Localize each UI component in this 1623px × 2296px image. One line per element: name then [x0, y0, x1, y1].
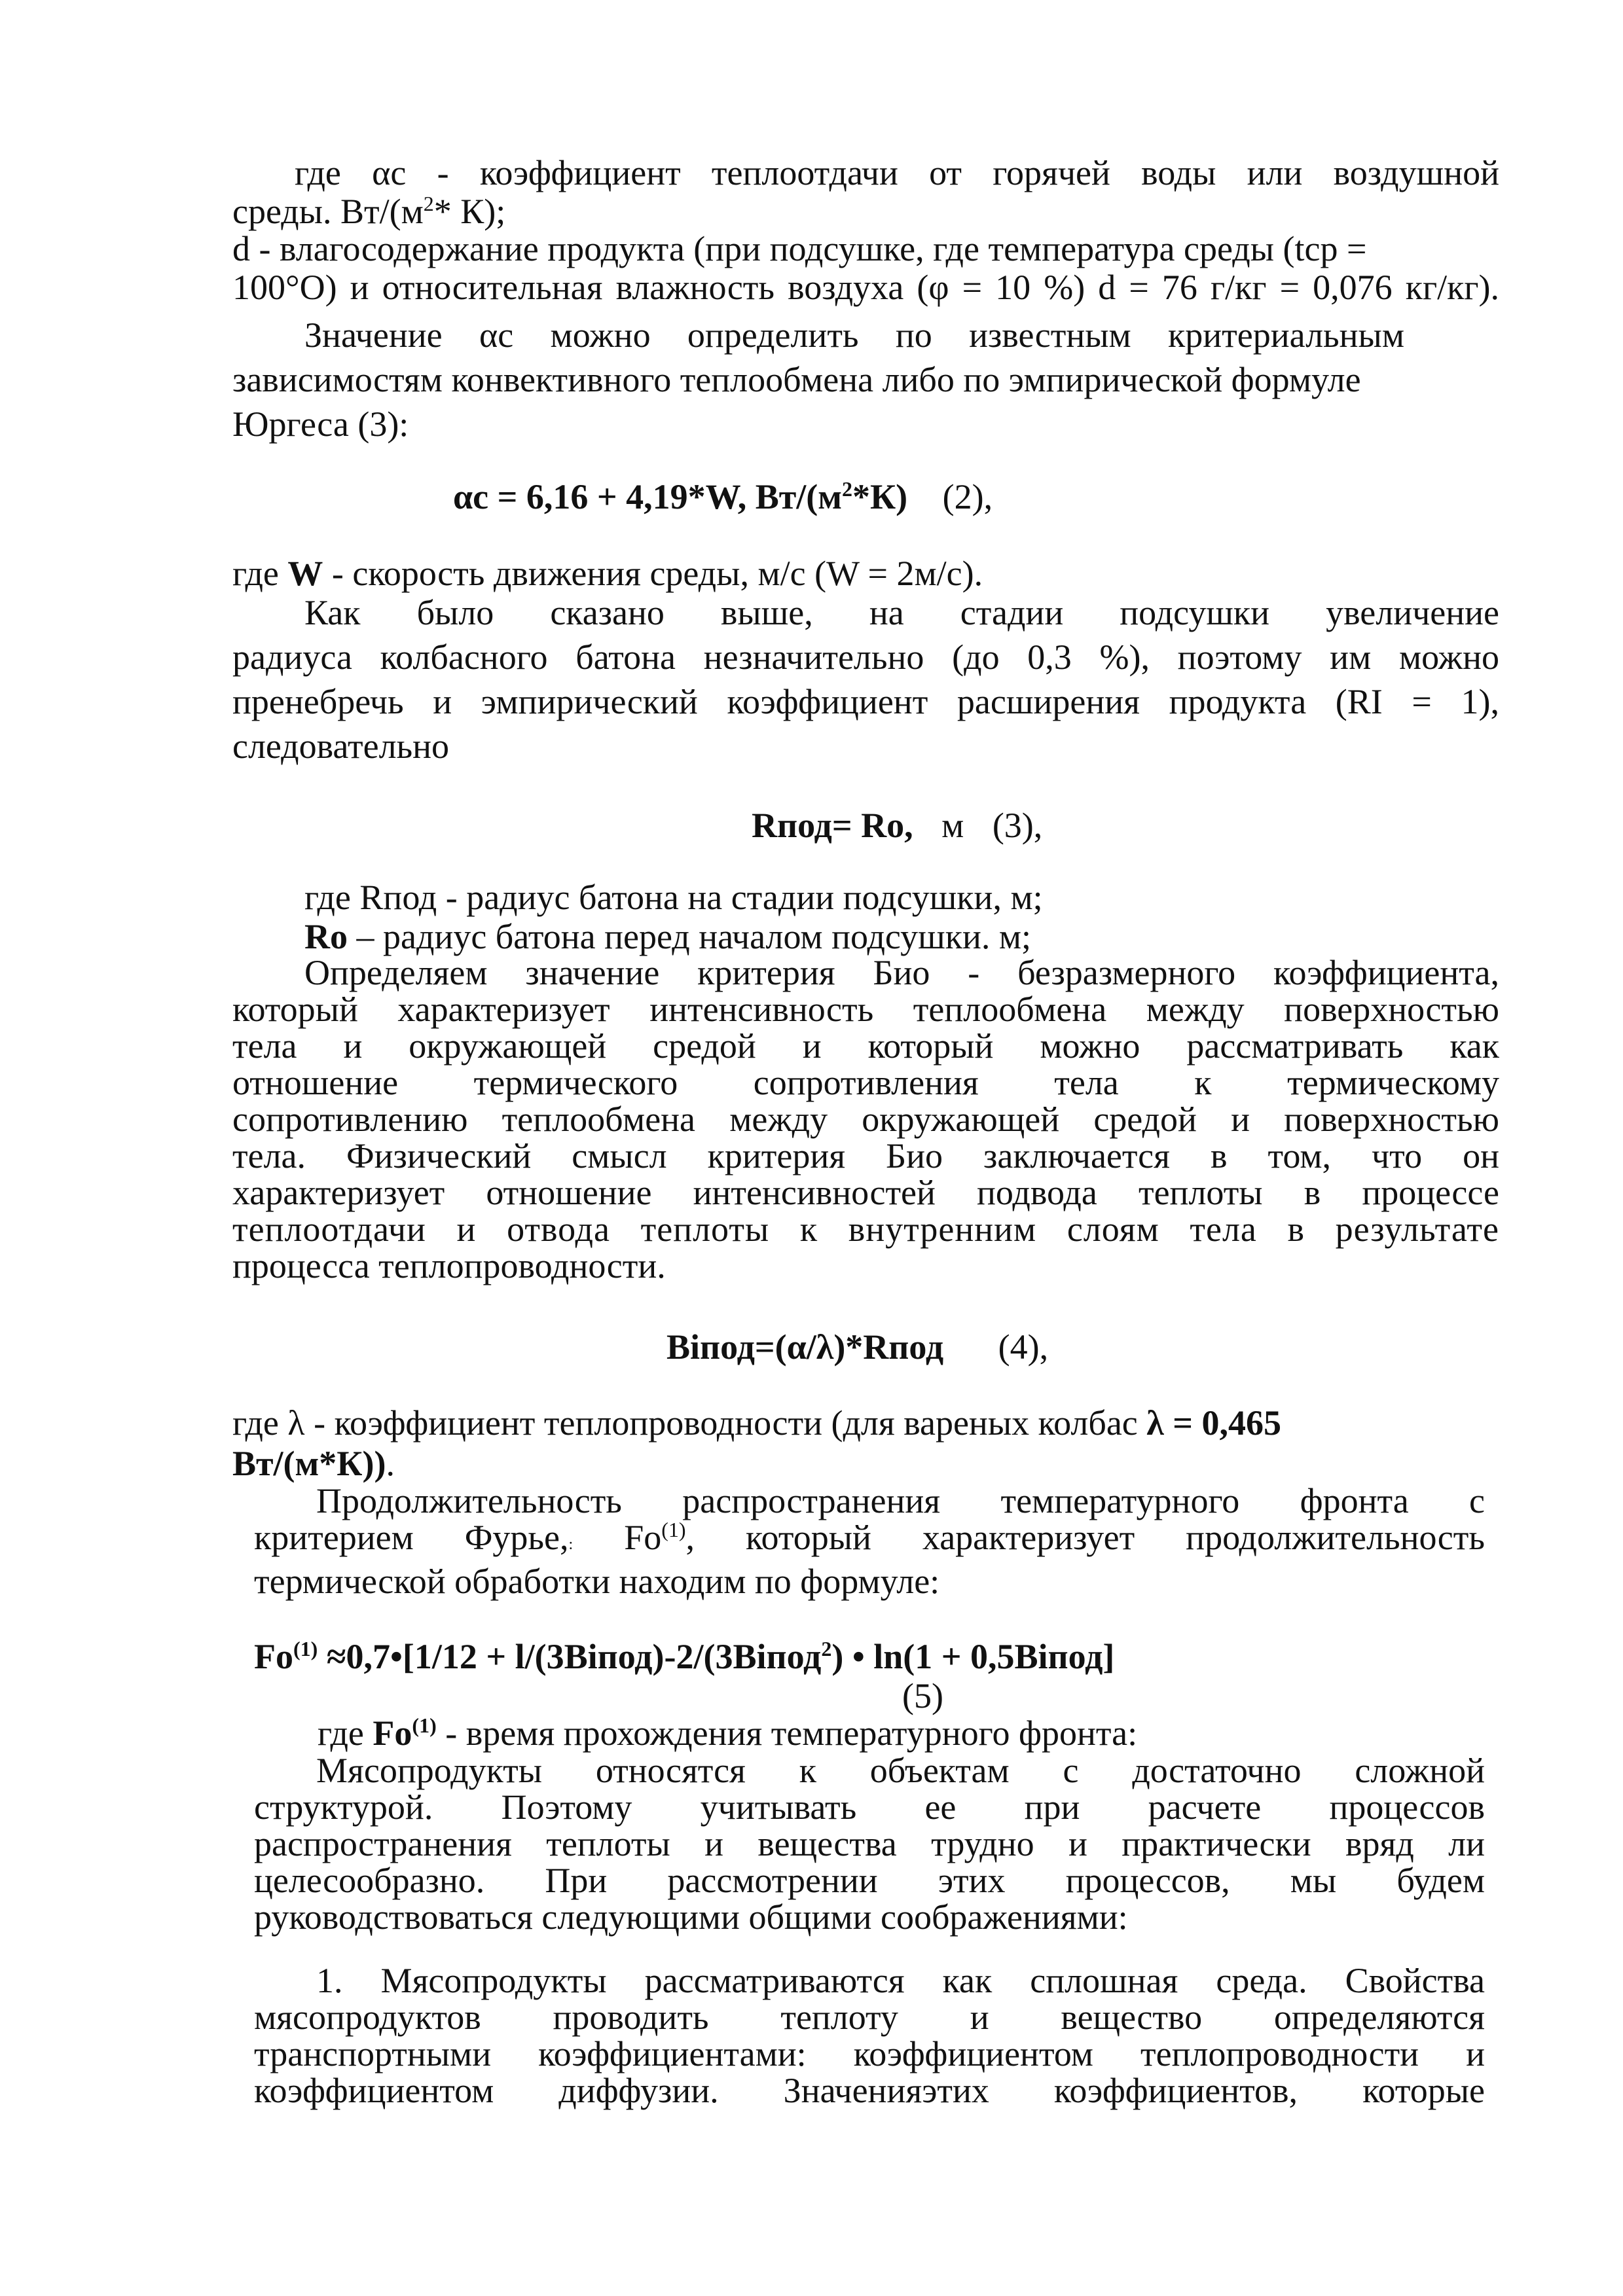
line	[232, 402, 1499, 446]
line	[232, 357, 1499, 402]
formula-4	[666, 1327, 1048, 1367]
text: где αс - коэффициент теплоотдачи от горячей воды или воздушной	[295, 153, 1499, 192]
text: где Rпод - радиус батона на стадии подсушки, м;	[304, 878, 1043, 917]
text: - скорость движения среды, м/с (W = 2м/с).	[323, 554, 983, 593]
line	[232, 1101, 1499, 1138]
paragraph-bio	[232, 954, 1499, 1284]
formula-5-number	[902, 1676, 943, 1716]
text: тела. Физический смысл критерия Био заключается в том, что он	[232, 1136, 1499, 1175]
text: сопротивлению теплообмена между окружающей средой и поверхностью	[232, 1100, 1499, 1139]
text: характеризует отношение интенсивностей подвода теплоты в процессе	[232, 1173, 1499, 1212]
paragraph-lambda	[232, 1403, 1499, 1484]
formula-text: *К)	[852, 477, 908, 516]
line	[232, 991, 1499, 1028]
text: Продолжительность распространения температурного фронта с	[316, 1481, 1485, 1520]
text: структурой. Поэтому учитывать ее при расчете процессов	[254, 1787, 1485, 1827]
formula-text: ≈0,7•[1/12 + l/(3Biпод)-2/(3Biпод	[318, 1637, 822, 1676]
text: – радиус батона перед началом подсушки. м;	[348, 917, 1032, 956]
text: пренебречь и эмпирический коэффициент расширения продукта (RI = 1),	[232, 682, 1499, 721]
line	[232, 1211, 1499, 1247]
paragraph-fourier	[254, 1482, 1485, 1600]
paragraph-radius	[232, 590, 1499, 768]
superscript: 2	[821, 1637, 832, 1660]
text: теплоотдачи и отвода теплоты к внутренним слоям тела в результате	[232, 1210, 1499, 1249]
line	[254, 1899, 1485, 1935]
line	[232, 1138, 1499, 1174]
bold-text: Ro	[304, 917, 348, 956]
text: термической обработки находим по формуле:	[254, 1562, 940, 1601]
line	[232, 152, 1499, 193]
line	[254, 1825, 1485, 1862]
line	[232, 193, 1499, 230]
mark: :	[568, 1536, 574, 1553]
line	[254, 1962, 1485, 1999]
text: критерием Фурье,	[254, 1518, 569, 1557]
list-item-1	[254, 1962, 1485, 2109]
text: отношение термического сопротивления тела к термическому	[232, 1063, 1499, 1102]
text: где	[318, 1713, 373, 1753]
formula-text: Biпод=(α/λ)*Rпод	[666, 1327, 944, 1367]
text: коэффициентом диффузии. Значенияэтих коэффициентов, которые	[254, 2071, 1485, 2110]
line	[232, 230, 1499, 268]
text: * К);	[433, 192, 506, 231]
text: Fo	[624, 1518, 662, 1557]
text: Определяем значение критерия Био - безразмерного коэффициента,	[304, 953, 1499, 992]
text: который характеризует интенсивность теплообмена между поверхностью	[232, 990, 1499, 1029]
paragraph-meat	[254, 1752, 1485, 1935]
text: d - влагосодержание продукта (при подсушке, где температура среды (tср =	[232, 229, 1367, 268]
paragraph-w	[232, 553, 1499, 594]
line	[254, 1519, 1485, 1563]
superscript: 2	[842, 477, 852, 501]
text: 100°О) и относительная влажность воздуха (φ = 10 %) d = 76 г/кг = 0,076 кг/кг).	[232, 268, 1499, 307]
formula-text: ) • ln(1 + 0,5Biпод]	[831, 1637, 1115, 1676]
formula-3	[752, 805, 1042, 846]
text: следовательно	[232, 726, 450, 766]
line	[254, 1563, 1485, 1600]
paragraph-ro	[304, 916, 1499, 957]
line	[232, 1403, 1499, 1443]
bold-text: W	[287, 554, 323, 593]
line	[232, 1247, 1499, 1284]
formula-number: (3),	[992, 806, 1043, 845]
line	[254, 2072, 1485, 2109]
bold-text: Fo	[373, 1713, 412, 1753]
text: зависимостям конвективного теплообмена либо по эмпирической формуле	[232, 360, 1361, 399]
formula-2	[453, 476, 993, 517]
superscript: (1)	[293, 1637, 318, 1660]
bold-text: λ = 0,465	[1146, 1403, 1282, 1443]
text: целесообразно. При рассмотрении этих процессов, мы будем	[254, 1861, 1485, 1900]
formula-text: Fo	[254, 1637, 293, 1676]
paragraph-rpod	[304, 877, 1499, 918]
line	[232, 1064, 1499, 1101]
text: Как было сказано выше, на стадии подсушки увеличение	[304, 593, 1499, 632]
text: - время прохождения температурного фронта:	[436, 1713, 1138, 1753]
superscript: (1)	[661, 1518, 686, 1541]
text: транспортными коэффициентами: коэффициентом теплопроводности и	[254, 2034, 1485, 2073]
text: .	[386, 1444, 395, 1483]
paragraph-alpha-value	[232, 313, 1499, 446]
line	[254, 1482, 1485, 1519]
line	[232, 1443, 1499, 1484]
line	[254, 1752, 1485, 1789]
line	[254, 2036, 1485, 2072]
text: тела и окружающей средой и который можно рассматривать как	[232, 1026, 1499, 1066]
text: распространения теплоты и вещества трудно и практически вряд ли	[254, 1824, 1485, 1863]
line	[254, 1862, 1485, 1899]
text: , который характеризует продолжительность	[685, 1518, 1486, 1557]
line	[232, 679, 1499, 724]
formula-text: Rпод= Ro,	[752, 806, 913, 845]
text: где λ - коэффициент теплопроводности (для вареных колбас	[232, 1403, 1147, 1443]
text: мясопродуктов проводить теплоту и вещество определяются	[254, 1998, 1485, 2037]
formula-text: αс = 6,16 + 4,19*W, Вт/(м	[453, 477, 842, 516]
line	[232, 635, 1499, 679]
text: Юргеса (3):	[232, 404, 409, 444]
line	[232, 313, 1404, 357]
bold-text: Вт/(м*К))	[232, 1444, 386, 1483]
line	[232, 724, 1499, 768]
superscript: (1)	[412, 1713, 437, 1737]
text: 1. Мясопродукты рассматриваются как сплошная среда. Свойства	[316, 1961, 1485, 2000]
text: процесса теплопроводности.	[232, 1246, 666, 1285]
text: среды. Вт/(м	[232, 192, 424, 231]
superscript: 2	[423, 192, 434, 215]
line	[232, 1174, 1499, 1211]
formula-number: (4),	[998, 1327, 1049, 1367]
line	[232, 590, 1499, 635]
text: радиуса колбасного батона незначительно (до 0,3 %), поэтому им можно	[232, 637, 1499, 677]
line	[232, 1028, 1499, 1064]
line	[254, 1789, 1485, 1825]
paragraph-fo-time	[318, 1713, 1496, 1753]
text: Значение αс можно определить по известным критериальным	[304, 315, 1404, 355]
line	[254, 1999, 1485, 2036]
text: где	[232, 554, 288, 593]
paragraph-alpha	[232, 152, 1499, 307]
formula-5	[254, 1636, 1114, 1677]
text: руководствоваться следующими общими соображениями:	[254, 1897, 1128, 1937]
formula-number: (5)	[902, 1676, 943, 1715]
formula-number: (2),	[942, 477, 993, 516]
line	[232, 954, 1499, 991]
line	[232, 268, 1499, 307]
formula-unit: м	[941, 806, 964, 845]
text: Мясопродукты относятся к объектам с достаточно сложной	[316, 1751, 1485, 1790]
